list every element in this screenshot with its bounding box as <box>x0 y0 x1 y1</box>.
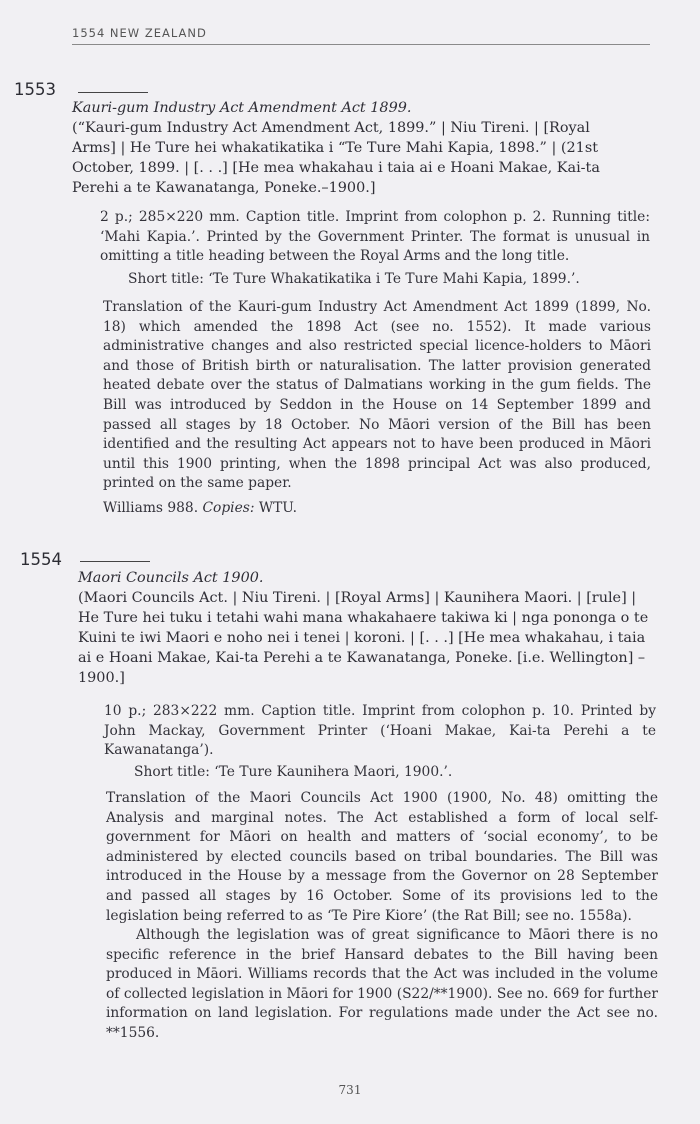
entry-short-title: Short title: ‘Te Ture Whakatikatika i Te Ture Mahi Kapia, 1899.’. <box>128 271 580 287</box>
entry-description: 2 p.; 285×220 mm. Caption title. Imprint from colophon p. 2. Running title: ‘Mahi Kapia.’. Printed by the Government Printer. The format is unusual in omitting a title heading between the Royal Arms and the long title. <box>100 209 650 264</box>
entry-description: 10 p.; 283×222 mm. Caption title. Imprint from colophon p. 10. Printed by John Mackay, Government Printer (‘Hoani Makae, Kai-ta Perehi a te Kawanatanga’). <box>104 703 656 758</box>
copies-location: WTU. <box>258 500 298 516</box>
entry-note: Although the legislation was of great significance to Māori there is no specific reference in the brief Hansard debates to the Bill having been produced in Māori. Williams records that the Act was included in the volume of collected legislation in Māori for 1900 (S22/**1900). See no. 669 for further information on land legislation. For regulations made under the Act see no. **1556. <box>106 927 658 1041</box>
running-header: 1554 NEW ZEALAND <box>72 26 650 45</box>
entry-copies <box>103 500 297 516</box>
page-number: 731 <box>338 1083 362 1097</box>
entry-transcription: (“Kauri-gum Industry Act Amendment Act, 1899.” | Niu Tireni. | [Royal Arms] | He Ture hei whakatikatika i “Te Ture Mahi Kapia, 1898.” | (21st October, 1899. | [. . .] [He mea whakahau i taia ai e Hoani Makae, Kai-ta Perehi a te Kawanatanga, Poneke.–1900.] <box>72 120 600 196</box>
copies-label: Copies: <box>202 500 255 516</box>
entry-transcription: (Maori Councils Act. | Niu Tireni. | [Royal Arms] | Kaunihera Maori. | [rule] | He Ture hei tuku i tetahi wahi mana whakahaere takiwa ki | nga pononga o te Kuini te iwi Maori e noho nei i tenei | koroni. | [. . .] [He mea whakahau, i taia ai e Hoani Makae, Kai-ta Perehi a te Kawanatanga, Poneke. [i.e. Wellington] –1900.] <box>78 590 649 686</box>
entry-rule <box>78 92 148 93</box>
entry-note: Translation of the Maori Councils Act 1900 (1900, No. 48) omitting the Analysis and marginal notes. The Act established a form of local self-government for Māori on health and matters of ‘social economy’, to be administered by elected councils based on tribal boundaries. The Bill was introduced in the House by a message from the Governor on 28 September and passed all stages by 16 October. Some of its provisions led to the legislation being referred to as ‘Te Pire Kiore’ (the Rat Bill; see no. 1558a). <box>106 790 658 924</box>
entry-rule <box>80 561 150 562</box>
entry-number: 1553 <box>14 80 56 99</box>
entry-title-block <box>72 98 622 198</box>
entry-number: 1554 <box>20 550 62 569</box>
entry-reference: Williams 988. <box>103 500 199 516</box>
entry-note: Translation of the Kauri-gum Industry Act Amendment Act 1899 (1899, No. 18) which amended the 1898 Act (see no. 1552). It made various administrative changes and also restricted special licence-holders to Māori and those of British birth or naturalisation. The latter provision generated heated debate over the status of Dalmatians working in the gum fields. The Bill was introduced by Seddon in the House on 14 September 1899 and passed all stages by 18 October. No Māori version of the Bill has been identified and the resulting Act appears not to have been produced in Māori until this 1900 printing, when the 1898 principal Act was also produced, printed on the same paper. <box>103 299 651 492</box>
entry-title: Maori Councils Act 1900. <box>78 570 264 586</box>
entry-short-title: Short title: ‘Te Ture Kaunihera Maori, 1900.’. <box>134 764 453 780</box>
entry-title: Kauri-gum Industry Act Amendment Act 1899. <box>72 100 412 116</box>
entry-title-block <box>78 568 650 688</box>
